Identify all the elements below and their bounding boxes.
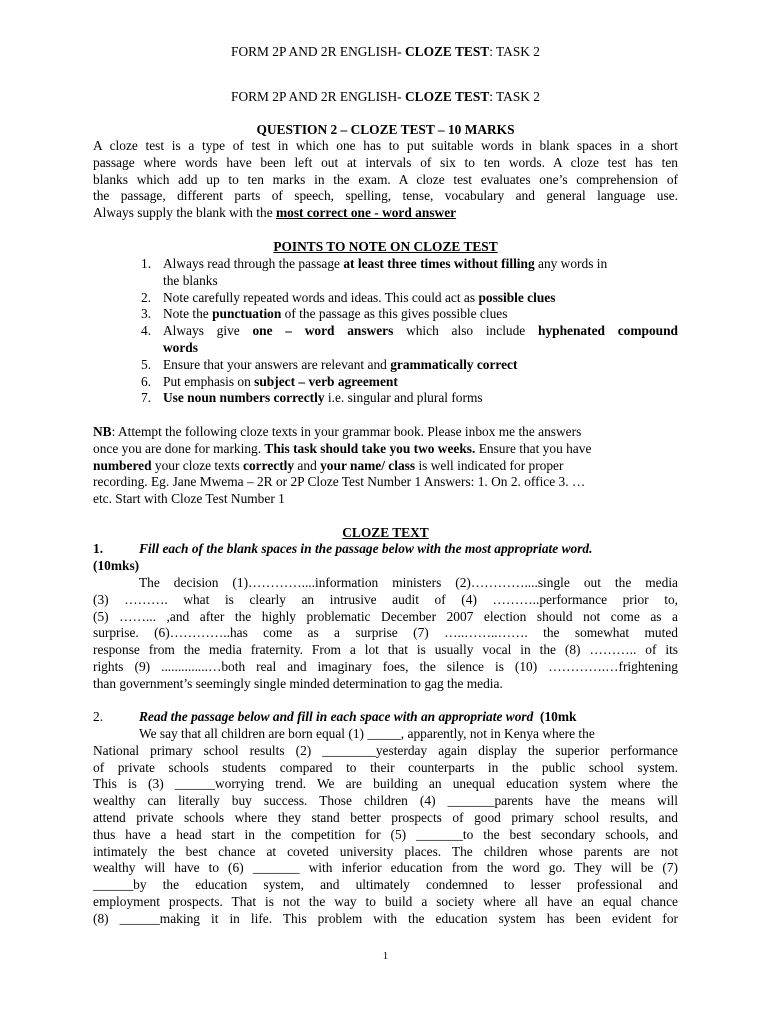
passage-line: of private schools students compared to their counterparts in the public school system. bbox=[93, 759, 678, 775]
passage-line: response from the media fraternity. From a lot that is usually vocal in the (8) ……….. of its bbox=[93, 642, 678, 658]
passage-line: (5) ……... ,and after the highly problematic December 2007 election should not come as a bbox=[93, 608, 678, 624]
section-2-heading: 2. Read the passage below and fill in each space with an appropriate word (10mk bbox=[93, 709, 577, 724]
intro-line: A cloze test is a type of test in which one has to put suitable words in blank spaces in a short bbox=[93, 138, 678, 153]
passage-line: (3) ………. what is clearly an intrusive audit of (4) ………..performance prior to, bbox=[93, 591, 678, 607]
passage-line: National primary school results (2) ________yesterday again display the superior performance bbox=[93, 742, 678, 758]
passage-line: The decision (1)…………....information ministers (2)…………....single out the media bbox=[139, 575, 678, 590]
passage-line: wealthy can literally buy success. Those children (4) _______parents have the means will bbox=[93, 793, 678, 809]
section-1-heading: 1. Fill each of the blank spaces in the passage below with the most appropriate word. (10mks) bbox=[93, 541, 593, 573]
section-2-passage bbox=[93, 726, 678, 928]
cloze-title: CLOZE TEXT bbox=[342, 525, 429, 540]
points-title: POINTS TO NOTE ON CLOZE TEST bbox=[273, 239, 498, 254]
nb-note: NB: Attempt the following cloze texts in your grammar book. Please inbox me the answers once you are done for marking. This task should take you two weeks. Ensure that you have numbered your cloze texts correctly and your name/ class is well indicated for proper recording. Eg. Jane Mwema – 2R or 2P Cloze Test Number 1 Answers: 1. On 2. office 3. … etc. Start with Cloze Test Number 1 bbox=[93, 424, 592, 507]
list-item: 1. Always read through the passage at least three times without filling any words in the blanks bbox=[141, 256, 608, 288]
passage-line: We say that all children are born equal (1) _____, apparently, not in Kenya where the bbox=[139, 726, 595, 741]
passage-line: employment prospects. That is not the way to build a society where all have an equal chance bbox=[93, 893, 678, 909]
passage-line: attend private schools where they stand better prospects of good primary school results, and bbox=[93, 809, 678, 825]
points-list bbox=[93, 256, 678, 407]
passage-line: This is (3) ______worrying trend. We are building an unequal education system where the bbox=[93, 776, 678, 792]
passage-line: intimately the best chance at coveted university places. The children whose parents are not bbox=[93, 843, 678, 859]
list-item: 4. Always give one – word answers which also include hyphenated compound words bbox=[141, 323, 678, 355]
intro-line: passage where words have been left out at intervals of six to ten words. A cloze test has ten bbox=[93, 154, 678, 170]
list-item: 6. Put emphasis on subject – verb agreement bbox=[141, 373, 398, 389]
passage-line: wealthy will have to (6) _______ with inferior education from the word go. They will be (7) bbox=[93, 860, 678, 876]
page-header: FORM 2P AND 2R ENGLISH- CLOZE TEST: TASK 2 bbox=[231, 44, 540, 59]
list-item: 5. Ensure that your answers are relevant and grammatically correct bbox=[141, 356, 518, 372]
passage-line: surprise. (6)…………..has come as a surprise (7) …..……..……. the somewhat muted bbox=[93, 625, 678, 641]
passage-line: than government’s seemingly single minded determination to gag the media. bbox=[93, 675, 503, 691]
emphasis-text: most correct one - word answer bbox=[275, 205, 457, 221]
passage-line: (8) ______making it in life. This problem with the education system has been evident for bbox=[93, 910, 678, 926]
passage-line: thus have a head start in the competition for (5) _______to the best secondary schools, and bbox=[93, 826, 678, 842]
question-title: QUESTION 2 – CLOZE TEST – 10 MARKS bbox=[256, 122, 515, 137]
passage-line: rights (9) ..............…both real and imaginary foes, the silence is (10) ………….…frightening bbox=[93, 658, 678, 674]
list-item: 7. Use noun numbers correctly i.e. singular and plural forms bbox=[141, 390, 483, 406]
list-item: 3. Note the punctuation of the passage as this gives possible clues bbox=[141, 306, 508, 322]
intro-line: Always supply the blank with the most correct one - word answer bbox=[93, 205, 457, 221]
passage-line: ______by the education system, and ultimately condemned to lesser professional and bbox=[93, 877, 678, 893]
intro-line: blanks which add up to ten marks in the exam. A cloze test evaluates one’s comprehension of bbox=[93, 171, 678, 187]
document-title: FORM 2P AND 2R ENGLISH- CLOZE TEST: TASK 2 bbox=[231, 89, 540, 104]
intro-paragraph bbox=[93, 138, 678, 222]
intro-line: the passage, different parts of speech, spelling, tense, vocabulary and general language use. bbox=[93, 188, 678, 204]
section-1-passage bbox=[93, 575, 678, 693]
page-number: 1 bbox=[382, 950, 389, 962]
list-item: 2. Note carefully repeated words and ideas. This could act as possible clues bbox=[141, 289, 556, 305]
